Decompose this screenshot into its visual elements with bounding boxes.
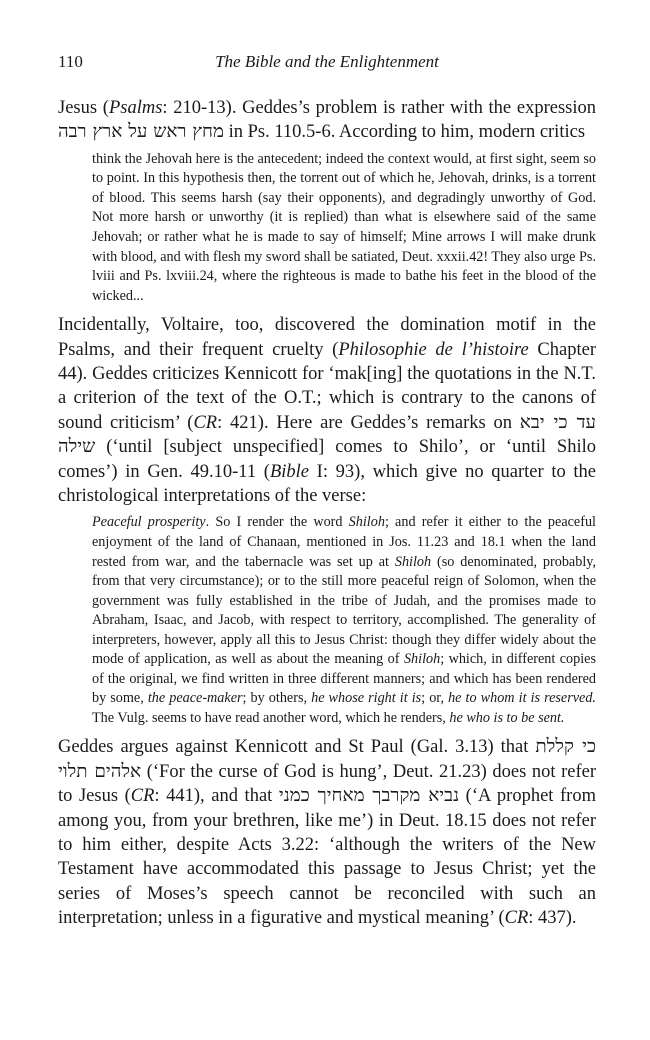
paragraph-2: [58, 313, 596, 508]
text-run: : 437).: [528, 908, 577, 929]
text-run: (‘For the curse of God is hung’, Deut. 21.23) does not refer to Jesus (: [58, 761, 596, 807]
hebrew-phrase: עד כי יבא שילה: [58, 411, 596, 458]
block-quote-1: [92, 150, 596, 306]
italic-run: he to whom it is reserved.: [448, 690, 596, 707]
text-run: . So I render the word: [205, 514, 349, 531]
hebrew-phrase: נביא מקרבך מאחיך כמני: [278, 785, 460, 807]
italic-run: CR: [504, 908, 529, 929]
quote-text: think the Jehovah here is the antecedent; indeed the context would, at first sight, seem so to point. In this hypothesis then, the torrent out of which he, Jehovah, drinks, is a torrent of blood. This seems harsh (say their opponents), and degradingly unworthy of God. Not more harsh or unworthy (it is replied) than what is elsewhere said of the same Jehovah; or rather what he is made to say of himself; Mine arrows I will make drunk with blood, and with flesh my sword shall be satiated, Deut. xxxii.42! They also urge Ps. lviii and Ps. lxviii.24, where the righteous is made to bathe his feet in the blood of the wicked...: [92, 150, 596, 304]
text-run: (‘until [subject unspecified] comes to Shilo’, or ‘until Shilo comes’) in Gen. 49.10-11 (: [58, 437, 596, 482]
text-run: ; and refer it either to the peaceful enjoyment of the land of Chanaan, mentioned in Jos. 11.23 and 18.1 when the land rested from war, and the tabernacle was set up at: [92, 514, 596, 570]
running-header: [58, 52, 596, 82]
text-run: : 210-13). Geddes’s problem is rather with the expression: [162, 98, 596, 118]
italic-run: he who is to be sent.: [449, 709, 565, 726]
italic-run: the peace-maker: [147, 690, 243, 707]
italic-run: Peaceful prosperity: [92, 514, 206, 531]
text-run: : 421). Here are Geddes’s remarks on: [217, 412, 520, 433]
text-run: I: 93), which give no quarter to the christological interpretations of the verse:: [58, 461, 596, 507]
italic-run: Shiloh: [348, 514, 385, 531]
text-run: Incidentally, Voltaire, too, discovered the domination motif in the Psalms, and their frequent cruelty (: [58, 315, 596, 360]
page-number: 110: [58, 52, 83, 71]
text-run: (‘A prophet from among you, from your brethren, like me’) in Deut. 18.15 does not refer to him either, despite Acts 3.22: ‘although the writers of the New Testament have accommodated this passage to Jesus Christ; yet the series of Moses’s speech cannot be reconciled with such an interpretation; unless in a figurative and mystical meaning’ (: [58, 786, 596, 929]
text-run: ; which, in different copies of the original, we find written in three different manners; and which has been rendered by some,: [92, 651, 596, 707]
text-run: in Ps. 110.5-6. According to him, modern critics: [223, 122, 586, 143]
text-run: Chapter 44). Geddes criticizes Kennicott for ‘mak[ing] the quotations in the N.T. a criterion of the text of the O.T.; which is contrary to the canons of sound criticism’ (: [58, 339, 596, 433]
quote-text: [92, 513, 596, 728]
text-run: : 441), and that: [154, 786, 279, 807]
text-run: Jesus (: [58, 98, 109, 118]
text-run: ; or,: [421, 690, 449, 707]
text-run: The Vulg. seems to have read another word, which he renders,: [92, 709, 450, 726]
italic-run: Shiloh: [394, 553, 432, 570]
text-run: Geddes argues against Kennicott and St Paul (Gal. 3.13) that: [58, 737, 536, 758]
paragraph-3: [58, 735, 596, 930]
paragraph-1: [58, 96, 596, 145]
italic-run: CR: [130, 786, 155, 807]
hebrew-phrase: מחץ ראש על ארץ רבה: [58, 121, 224, 143]
italic-run: Shiloh: [403, 651, 441, 668]
italic-run: he whose right it is: [311, 690, 422, 707]
text-run: ; by others,: [242, 690, 312, 707]
body-text: [58, 96, 596, 931]
running-title: The Bible and the Enlightenment: [215, 52, 439, 71]
italic-run: CR: [193, 412, 218, 433]
book-page: [58, 52, 596, 931]
hebrew-phrase: כי קללת אלהים תלוי: [58, 736, 596, 782]
italic-run: Philosophie de l’histoire: [338, 339, 529, 360]
block-quote-2: [92, 513, 596, 728]
italic-run: Psalms: [108, 98, 163, 118]
text-run: (so denominated, probably, from that very circumstance); or to the still more peaceful reign of Solomon, when the government was fully established in the tribe of Judah, and the promises made to Abraham, Isaac, and Jacob, with respect to territory, accomplished. The generality of interpreters, however, apply all this to Jesus Christ: though they differ widely about the mode of application, as well as about the meaning of: [92, 553, 596, 668]
italic-run: Bible: [269, 461, 309, 482]
